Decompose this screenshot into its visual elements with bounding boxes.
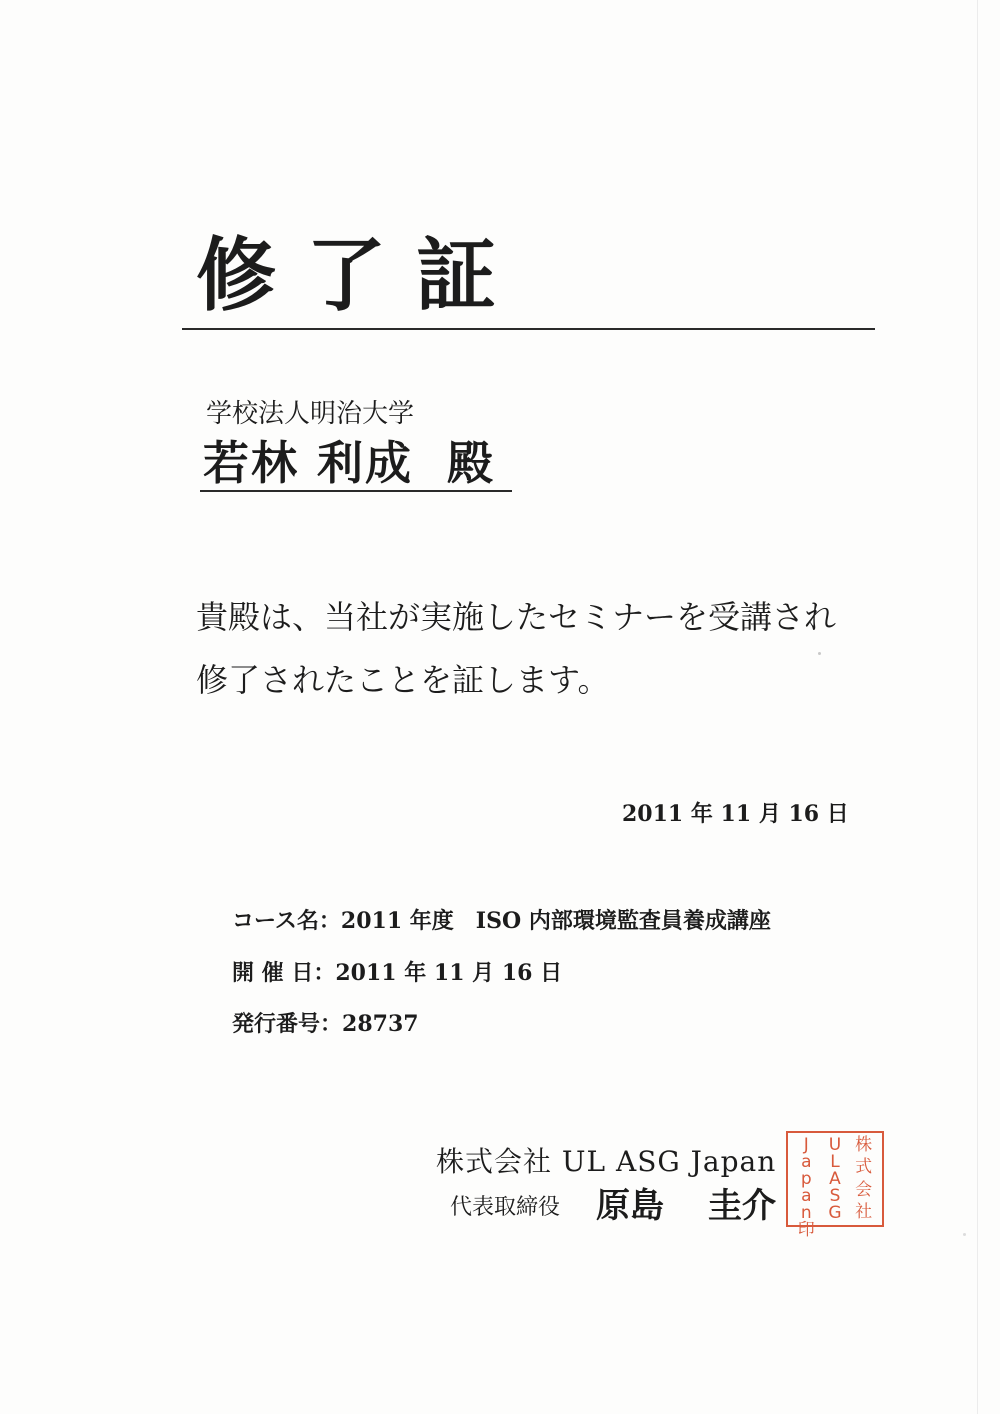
seal-column [855, 1137, 872, 1221]
detail-value: 2011 年度 ISO 内部環境監査員養成講座 [340, 908, 771, 934]
title-underline [182, 328, 875, 330]
certificate-statement-line-2: 修了されたことを証します。 [196, 661, 610, 699]
seal-column [828, 1137, 841, 1221]
issuer-rep-name [596, 1186, 776, 1226]
recipient-organization: 学校法人明治大学 [206, 399, 415, 429]
detail-label: 開 催 日 [232, 960, 314, 986]
rep-given-name: 圭介 [708, 1186, 776, 1226]
recipient-underline [200, 490, 512, 492]
issuer-rep-title: 代表取締役 [450, 1195, 561, 1220]
seal-glyph: A [829, 1169, 841, 1189]
issuer-company: 株式会社 UL ASG Japan [436, 1145, 777, 1178]
page-edge [977, 0, 978, 1414]
detail-row-date [232, 962, 562, 985]
seal-glyph: n [800, 1203, 812, 1223]
detail-separator: ： [313, 960, 336, 986]
seal-glyph: G [828, 1203, 842, 1223]
detail-label: コース名 [232, 908, 319, 934]
recipient-honorific: 殿 [447, 436, 494, 490]
seal-glyph: 会 [855, 1179, 873, 1200]
paper-speck [963, 1233, 966, 1236]
certificate-statement-line-1: 貴殿は、当社が実施したセミナーを受講され [196, 598, 837, 636]
seal-column [797, 1135, 815, 1240]
detail-separator: ： [320, 1011, 343, 1037]
rep-family-name: 原島 [596, 1186, 664, 1226]
issue-date: 2011 年 11 月 16 日 [622, 801, 849, 827]
seal-glyph: a [801, 1152, 812, 1172]
seal-glyph: p [800, 1169, 812, 1189]
seal-glyph: J [803, 1135, 809, 1155]
seal-glyph: L [830, 1152, 840, 1172]
recipient-line [203, 436, 494, 490]
paper-speck [818, 652, 821, 655]
detail-row-course [232, 910, 771, 933]
detail-value: 28737 [342, 1011, 419, 1037]
detail-label: 発行番号 [232, 1011, 321, 1037]
detail-row-number [232, 1013, 419, 1036]
seal-glyph: 印 [797, 1220, 815, 1240]
detail-value: 2011 年 11 月 16 日 [335, 960, 563, 986]
seal-glyph: 社 [855, 1201, 873, 1222]
detail-separator: ： [318, 908, 341, 934]
seal-glyph: U [828, 1135, 842, 1155]
company-seal-stamp [786, 1131, 884, 1240]
seal-glyph: 式 [855, 1157, 873, 1178]
seal-glyph: S [829, 1186, 841, 1206]
recipient-name: 若林 利成 [203, 436, 414, 490]
seal-glyph: a [801, 1186, 812, 1206]
certificate-title: 修了証 [196, 229, 526, 322]
seal-glyph: 株 [855, 1135, 873, 1155]
